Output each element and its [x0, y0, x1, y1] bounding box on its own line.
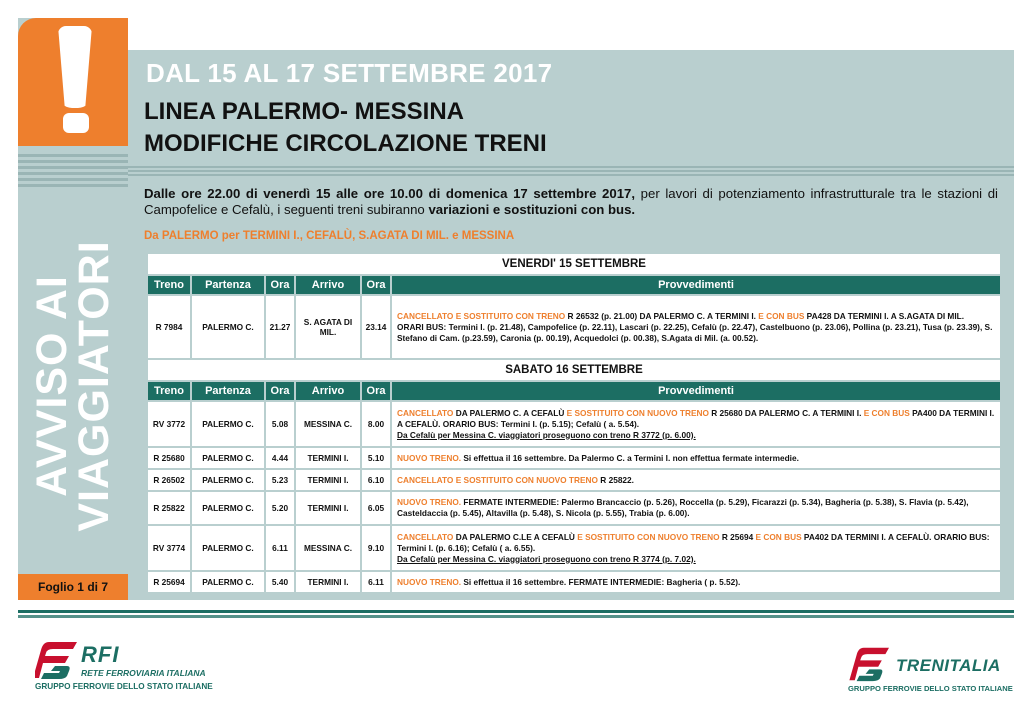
prov-text: R 25694: [719, 531, 756, 542]
prov-text: FERMATE INTERMEDIE: Palermo Brancaccio (p. 5.26), Roccella (p. 5.29), Ficarazzi (p. 5.34), Bagheria (p. 5.38), S. Flavia (p. 5.42), Casteldaccia (p. 5.45), Altavilla (p. 5.48), S. Nicola (p. 5.55), Trabia (p. 6.00).: [397, 497, 969, 518]
col-treno: Treno: [147, 275, 191, 295]
col-ora-arrivo: Ora: [361, 381, 391, 401]
route-subheading: Da PALERMO per TERMINI I., CEFALÙ, S.AGATA DI MIL. e MESSINA: [144, 230, 515, 242]
trenitalia-brand: TRENITALIA: [896, 656, 1001, 675]
footer-divider: [18, 610, 1014, 620]
intro-paragraph: [144, 186, 998, 218]
cell-arrivo: TERMINI I.: [295, 491, 361, 525]
prov-connection-note: Da Cefalù per Messina C. viaggiatori proseguono con treno R 3774 (p. 7.02).: [397, 553, 696, 564]
cell-arrivo: S. AGATA DI MIL.: [295, 295, 361, 359]
prov-text: DA PALERMO C. A CEFALÙ: [453, 407, 567, 418]
fs-logo-icon: [848, 646, 894, 682]
cell-arrivo: TERMINI I.: [295, 469, 361, 491]
prov-highlight: CANCELLATO E SOSTITUITO CON TRENO: [397, 310, 566, 321]
day-heading: SABATO 16 SETTEMBRE: [147, 359, 1001, 381]
prov-highlight: E SOSTITUITO CON NUOVO TRENO: [577, 531, 720, 542]
cell-ora: 5.20: [265, 491, 295, 525]
cell-ora-arrivo: 5.10: [361, 447, 391, 469]
col-arrivo: Arrivo: [295, 381, 361, 401]
rfi-group: GRUPPO FERROVIE DELLO STATO ITALIANE: [35, 682, 213, 691]
table-row: [147, 295, 1001, 359]
prov-text: PA402 DA TERMINI I. A CEFALÙ. ORARIO BUS: Termini I. (p. 6.16); Cefalù ( a. 6.55).: [397, 531, 990, 553]
cell-ora: 5.08: [265, 401, 295, 447]
cell-partenza: PALERMO C.: [191, 491, 265, 525]
cell-treno: RV 3774: [147, 525, 191, 571]
prov-highlight: E CON BUS: [758, 310, 805, 321]
table-row: [147, 571, 1001, 593]
intro-emphasis: variazioni e sostituzioni con bus.: [428, 202, 636, 217]
page-title-line1: LINEA PALERMO- MESSINA: [144, 98, 465, 125]
prov-text: DA PALERMO C.LE A CEFALÙ: [453, 531, 578, 542]
prov-highlight: NUOVO TRENO.: [397, 576, 462, 587]
table-row: [147, 469, 1001, 491]
cell-provvedimenti: [391, 469, 1001, 491]
cell-ora-arrivo: 6.05: [361, 491, 391, 525]
prov-highlight: CANCELLATO: [397, 407, 454, 418]
col-provvedimenti: Provvedimenti: [391, 275, 1001, 295]
prov-text: ORARI BUS: Termini I. (p. 21.48), Campofelice (p. 22.11), Lascari (p. 22.25), Cefalù (p. 22.47), Castelbuono (p. 23.06), Pollina (p. 23.21), Tusa (p. 23.39), S. Stefano di Cam. (p.23.59), Caronia (p. 00.19), Acquedolci (p. 00.38), S.Agata di Mil. (a. 00.52).: [397, 321, 993, 343]
cell-arrivo: TERMINI I.: [295, 571, 361, 593]
cell-ora-arrivo: 23.14: [361, 295, 391, 359]
exclamation-dot: [63, 113, 89, 133]
day-row: [147, 253, 1001, 275]
cell-partenza: PALERMO C.: [191, 571, 265, 593]
page-title-line2: MODIFICHE CIRCOLAZIONE TRENI: [144, 130, 547, 157]
table-row: [147, 401, 1001, 447]
rfi-logo: [35, 640, 255, 700]
exclamation-bar: [58, 26, 92, 108]
cell-provvedimenti: [391, 525, 1001, 571]
schedule-table-wrap: [146, 252, 1002, 594]
table-header-row: [147, 275, 1001, 295]
prov-highlight: E CON BUS: [755, 531, 802, 542]
cell-treno: R 25680: [147, 447, 191, 469]
cell-treno: RV 3772: [147, 401, 191, 447]
date-banner: DAL 15 AL 17 SETTEMBRE 2017: [146, 58, 553, 88]
cell-ora: 5.40: [265, 571, 295, 593]
cell-partenza: PALERMO C.: [191, 295, 265, 359]
cell-arrivo: MESSINA C.: [295, 401, 361, 447]
rfi-full-name: RETE FERROVIARIA ITALIANA: [81, 668, 206, 678]
notice-body: [128, 178, 1014, 600]
prov-highlight: CANCELLATO E SOSTITUITO CON NUOVO TRENO: [397, 474, 598, 485]
cell-provvedimenti: [391, 491, 1001, 525]
trenitalia-group: GRUPPO FERROVIE DELLO STATO ITALIANE: [848, 684, 1013, 693]
intro-dates: Dalle ore 22.00 di venerdì 15 alle ore 10.00 di domenica 17 settembre 2017,: [144, 186, 636, 201]
page-indicator: Foglio 1 di 7: [18, 574, 128, 600]
cell-ora: 6.11: [265, 525, 295, 571]
cell-partenza: PALERMO C.: [191, 401, 265, 447]
col-partenza: Partenza: [191, 275, 265, 295]
col-provvedimenti: Provvedimenti: [391, 381, 1001, 401]
cell-arrivo: MESSINA C.: [295, 525, 361, 571]
prov-text: Si effettua il 16 settembre. FERMATE INTERMEDIE: Bagheria ( p. 5.52).: [461, 576, 741, 587]
prov-text: Si effettua il 16 settembre. Da Palermo C. a Termini I. non effettua fermate intermedie.: [461, 452, 799, 463]
cell-ora-arrivo: 9.10: [361, 525, 391, 571]
prov-connection-note: Da Cefalù per Messina C. viaggiatori proseguono con treno R 3772 (p. 6.00).: [397, 429, 696, 440]
prov-highlight: CANCELLATO: [397, 531, 454, 542]
day-heading: VENERDI' 15 SETTEMBRE: [147, 253, 1001, 275]
table-header-row: [147, 381, 1001, 401]
cell-ora-arrivo: 8.00: [361, 401, 391, 447]
col-arrivo: Arrivo: [295, 275, 361, 295]
intro-text: per lavori di potenziamento infrastrutturale tra le stazioni di Campofelice e Cefalù, i seguenti treni subiranno: [144, 186, 998, 217]
schedule-table: [146, 252, 1002, 594]
vertical-title: [18, 200, 128, 572]
vertical-title-line2: VIAGGIATORI: [70, 240, 118, 532]
header-panel: [128, 50, 1014, 178]
prov-text: PA428 DA TERMINI I. A S.AGATA DI MIL.: [804, 310, 965, 321]
prov-highlight: NUOVO TRENO.: [397, 497, 462, 507]
prov-text: PA400 DA TERMINI I. A CEFALÙ. ORARIO BUS: Termini I. (p. 5.15); Cefalù ( a. 5.54).: [397, 407, 995, 429]
col-ora: Ora: [265, 275, 295, 295]
cell-partenza: PALERMO C.: [191, 525, 265, 571]
warning-icon: [18, 18, 128, 146]
col-treno: Treno: [147, 381, 191, 401]
cell-provvedimenti: [391, 571, 1001, 593]
cell-provvedimenti: [391, 447, 1001, 469]
cell-treno: R 25694: [147, 571, 191, 593]
vertical-title-line1: AVVISO AI: [28, 275, 76, 497]
col-ora-arrivo: Ora: [361, 275, 391, 295]
prov-highlight: NUOVO TRENO.: [397, 452, 462, 463]
decorative-stripes: [128, 166, 1014, 176]
cell-arrivo: TERMINI I.: [295, 447, 361, 469]
prov-text: R 26532 (p. 21.00) DA PALERMO C. A TERMINI I.: [565, 310, 759, 321]
fs-logo-icon: [35, 640, 79, 680]
col-partenza: Partenza: [191, 381, 265, 401]
cell-treno: R 25822: [147, 491, 191, 525]
cell-provvedimenti: [391, 401, 1001, 447]
cell-partenza: PALERMO C.: [191, 469, 265, 491]
cell-treno: R 26502: [147, 469, 191, 491]
cell-partenza: PALERMO C.: [191, 447, 265, 469]
cell-ora-arrivo: 6.10: [361, 469, 391, 491]
day-row: [147, 359, 1001, 381]
col-ora: Ora: [265, 381, 295, 401]
prov-highlight: E CON BUS: [863, 407, 910, 418]
cell-ora-arrivo: 6.11: [361, 571, 391, 593]
table-row: [147, 525, 1001, 571]
cell-provvedimenti: [391, 295, 1001, 359]
prov-highlight: E SOSTITUITO CON NUOVO TRENO: [566, 407, 709, 418]
cell-treno: R 7984: [147, 295, 191, 359]
cell-ora: 4.44: [265, 447, 295, 469]
rfi-brand: RFI: [81, 642, 120, 667]
table-row: [147, 491, 1001, 525]
table-row: [147, 447, 1001, 469]
prov-text: R 25680 DA PALERMO C. A TERMINI I.: [708, 407, 864, 418]
cell-ora: 21.27: [265, 295, 295, 359]
decorative-stripes: [18, 154, 128, 190]
cell-ora: 5.23: [265, 469, 295, 491]
trenitalia-logo: [848, 646, 1018, 706]
prov-text: R 25822.: [597, 474, 634, 485]
sidebar-panel: [18, 18, 128, 600]
